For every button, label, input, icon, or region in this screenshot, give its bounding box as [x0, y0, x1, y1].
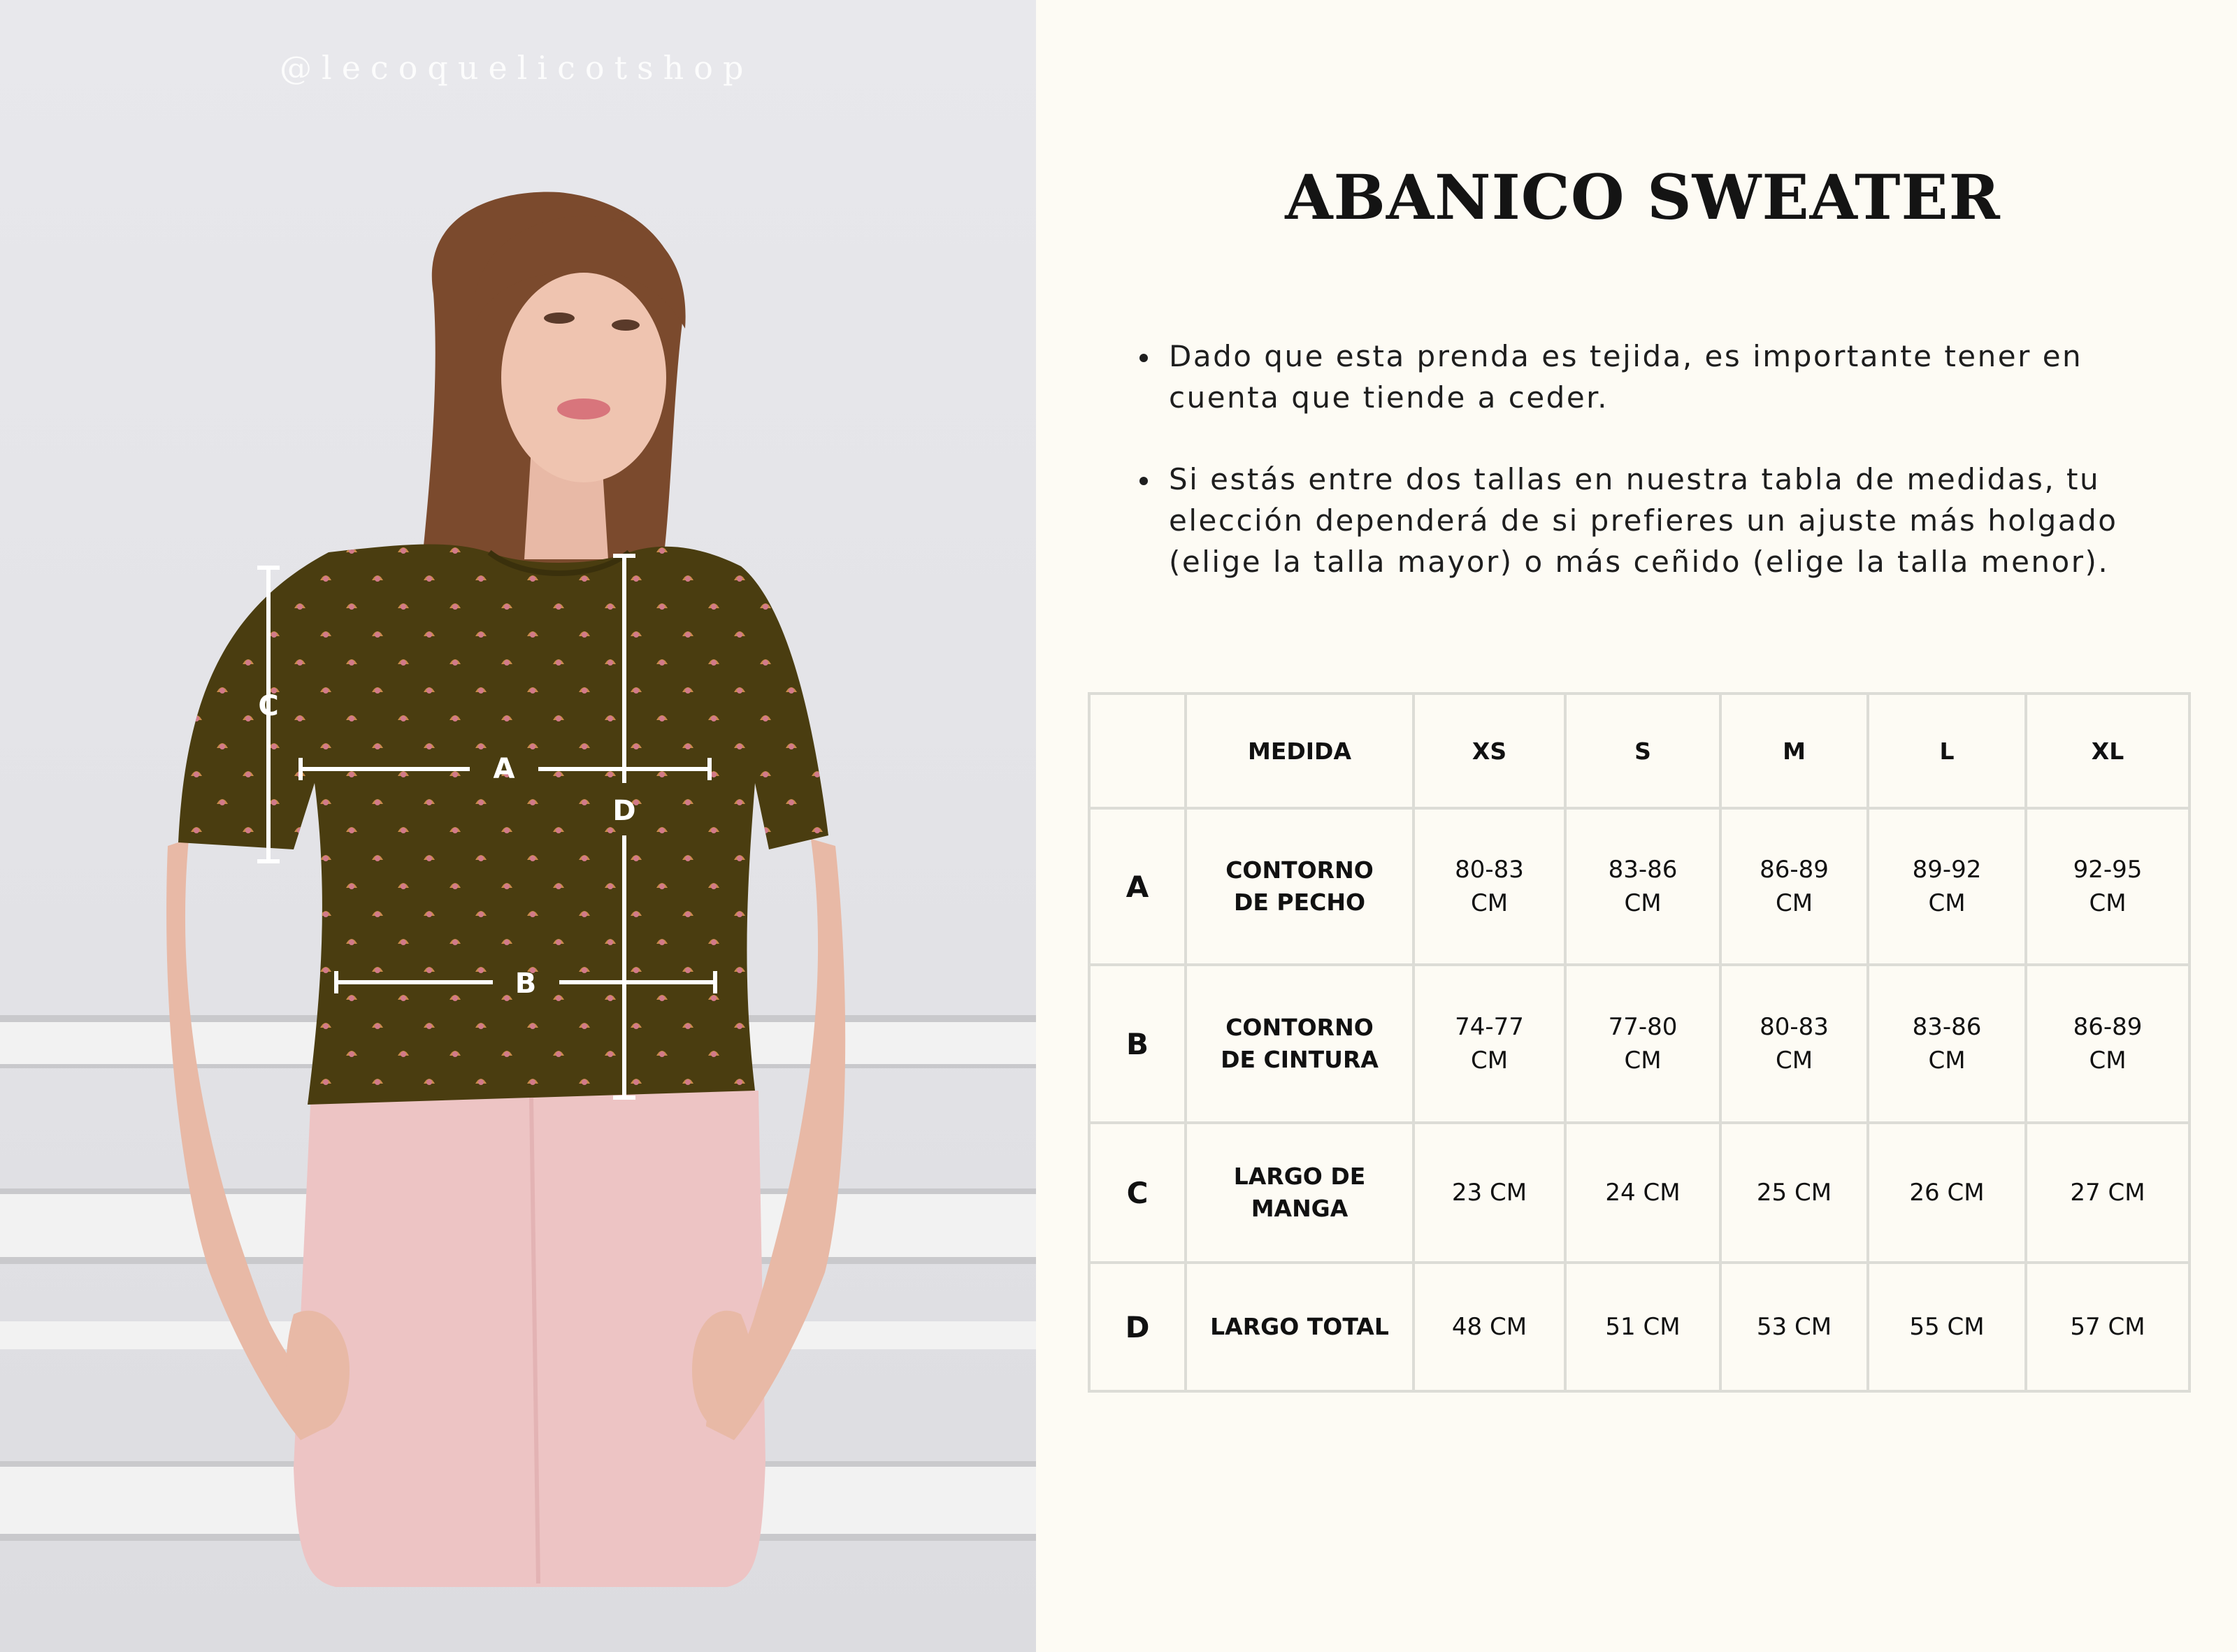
measure-name: CONTORNO DE PECHO — [1186, 808, 1414, 965]
table-row — [1089, 965, 2189, 1123]
header-size-xs: XS — [1414, 694, 1565, 808]
size-value: 23 CM — [1414, 1123, 1565, 1263]
size-value: 25 CM — [1720, 1123, 1868, 1263]
size-value: 24 CM — [1565, 1123, 1720, 1263]
header-key — [1089, 694, 1186, 808]
size-value: 48 CM — [1414, 1263, 1565, 1391]
header-size-s: S — [1565, 694, 1720, 808]
instagram-watermark: @lecoquelicotshop — [280, 49, 754, 87]
model-photo — [0, 0, 1036, 1652]
header-size-xl: XL — [2026, 694, 2189, 808]
size-value: 92-95 CM — [2026, 808, 2189, 965]
size-value: 80-83 CM — [1414, 808, 1565, 965]
size-value: 80-83 CM — [1720, 965, 1868, 1123]
size-chart-table — [1088, 692, 2191, 1393]
size-value: 53 CM — [1720, 1263, 1868, 1391]
header-size-m: M — [1720, 694, 1868, 808]
size-value: 86-89 CM — [2026, 965, 2189, 1123]
measure-label-c: C — [258, 690, 279, 722]
size-value: 83-86 CM — [1565, 808, 1720, 965]
note-item: Dado que esta prenda es tejida, es importante tener en cuenta que tiende a ceder. — [1137, 336, 2164, 418]
measure-label-a: A — [493, 753, 515, 785]
size-value: 55 CM — [1868, 1263, 2026, 1391]
table-header-row — [1089, 694, 2189, 808]
size-value: 83-86 CM — [1868, 965, 2026, 1123]
size-value: 51 CM — [1565, 1263, 1720, 1391]
measure-label-d: D — [612, 795, 636, 827]
care-notes — [1137, 336, 2164, 623]
header-size-l: L — [1868, 694, 2026, 808]
row-key: C — [1089, 1123, 1186, 1263]
size-value: 74-77 CM — [1414, 965, 1565, 1123]
table-row — [1089, 1123, 2189, 1263]
size-value: 77-80 CM — [1565, 965, 1720, 1123]
size-value: 27 CM — [2026, 1123, 2189, 1263]
note-item: Si estás entre dos tallas en nuestra tabla de medidas, tu elección dependerá de si prefieres un ajuste más holgado (elige la talla mayor) o más ceñido (elige la talla menor). — [1137, 459, 2164, 582]
size-value: 86-89 CM — [1720, 808, 1868, 965]
row-key: D — [1089, 1263, 1186, 1391]
measure-label-b: B — [515, 968, 537, 1000]
table-row — [1089, 808, 2189, 965]
header-measure: MEDIDA — [1186, 694, 1414, 808]
measure-name: CONTORNO DE CINTURA — [1186, 965, 1414, 1123]
size-value: 57 CM — [2026, 1263, 2189, 1391]
row-key: A — [1089, 808, 1186, 965]
measure-name: LARGO DE MANGA — [1186, 1123, 1414, 1263]
size-value: 26 CM — [1868, 1123, 2026, 1263]
row-key: B — [1089, 965, 1186, 1123]
model-figure — [0, 0, 1036, 1652]
table-row — [1089, 1263, 2189, 1391]
size-value: 89-92 CM — [1868, 808, 2026, 965]
product-title: ABANICO SWEATER — [1285, 161, 2001, 234]
measure-name: LARGO TOTAL — [1186, 1263, 1414, 1391]
